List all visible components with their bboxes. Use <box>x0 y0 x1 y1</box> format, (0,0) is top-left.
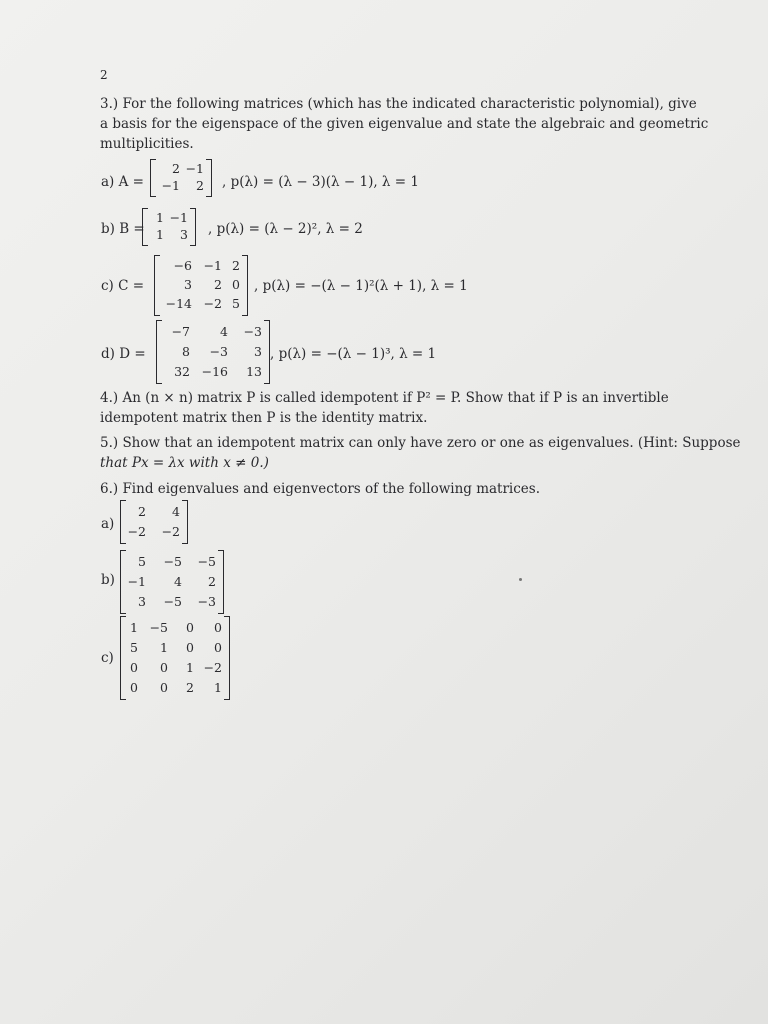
q6b-label: b) <box>101 572 115 588</box>
matrix-cell: 0 <box>214 619 222 635</box>
matrix-cell: −5 <box>149 619 168 635</box>
matrix-cell: 5 <box>130 639 138 655</box>
matrix-cell: 1 <box>130 619 138 635</box>
matrix-cell: −6 <box>173 258 192 274</box>
matrix-cell: 0 <box>160 659 168 675</box>
page-number: 2 <box>100 68 108 82</box>
text-line: 3.) For the following matrices (which has the indicated characteristic polynomial), give <box>100 96 697 112</box>
q3c-polynomial: , p(λ) = −(λ − 1)²(λ + 1), λ = 1 <box>254 278 468 294</box>
matrix-cell: 4 <box>220 323 228 339</box>
text-line: idempotent matrix then P is the identity matrix. <box>100 410 428 426</box>
matrix-cell: 0 <box>186 639 194 655</box>
q3c-label: c) C = <box>101 278 145 294</box>
text-line: that Px = λx with x ≠ 0.) <box>100 455 269 471</box>
matrix-cell: 32 <box>174 363 190 379</box>
matrix-cell: −1 <box>203 258 222 274</box>
matrix-cell: 1 <box>156 227 164 243</box>
matrix-cell: 0 <box>214 639 222 655</box>
matrix-cell: −16 <box>201 363 228 379</box>
matrix-cell: 0 <box>232 277 240 293</box>
question-4-text <box>100 388 706 428</box>
text-line: multiplicities. <box>100 136 194 152</box>
matrix-cell: 5 <box>232 296 240 312</box>
q3d-polynomial: , p(λ) = −(λ − 1)³, λ = 1 <box>270 346 437 362</box>
matrix-cell: 0 <box>130 679 138 695</box>
q3a-matrix <box>150 161 212 195</box>
q3c-matrix <box>154 257 248 314</box>
matrix-cell: −1 <box>185 161 204 177</box>
matrix-cell: 3 <box>184 277 192 293</box>
matrix-cell: 4 <box>174 573 182 589</box>
matrix-cell: 1 <box>186 659 194 675</box>
matrix-cell: 2 <box>214 277 222 293</box>
matrix-cell: 1 <box>160 639 168 655</box>
matrix-cell: 3 <box>138 593 146 609</box>
matrix-cell: −2 <box>127 523 146 539</box>
matrix-cell: −5 <box>163 553 182 569</box>
matrix-cell: 2 <box>172 161 180 177</box>
matrix-cell: 1 <box>214 679 222 695</box>
matrix-cell: −1 <box>127 573 146 589</box>
matrix-cell: 0 <box>130 659 138 675</box>
matrix-cell: −5 <box>197 553 216 569</box>
matrix-cell: −1 <box>161 178 180 194</box>
q3b-label: b) B = <box>101 221 145 237</box>
text-line: 5.) Show that an idempotent matrix can only have zero or one as eigenvalues. (Hint: Suppose <box>100 435 741 451</box>
matrix-cell: −14 <box>165 296 192 312</box>
matrix-cell: 13 <box>246 363 262 379</box>
matrix-cell: 5 <box>138 553 146 569</box>
matrix-cell: −2 <box>203 659 222 675</box>
matrix-cell: −3 <box>243 323 262 339</box>
matrix-cell: −2 <box>161 523 180 539</box>
question-5-text <box>100 433 741 473</box>
matrix-cell: −1 <box>169 210 188 226</box>
q6b-matrix <box>120 552 224 612</box>
q6a-label: a) <box>101 516 115 532</box>
q3a-label: a) A = <box>101 174 144 190</box>
matrix-cell: 0 <box>186 619 194 635</box>
matrix-cell: 2 <box>196 178 204 194</box>
matrix-cell: 2 <box>138 503 146 519</box>
matrix-cell: −2 <box>203 296 222 312</box>
question-6-heading: 6.) Find eigenvalues and eigenvectors of the following matrices. <box>100 481 541 497</box>
matrix-cell: 2 <box>208 573 216 589</box>
q6c-matrix <box>120 618 230 698</box>
matrix-cell: 2 <box>232 258 240 274</box>
matrix-cell: −3 <box>209 343 228 359</box>
paper-speck <box>519 578 522 581</box>
matrix-cell: −7 <box>171 323 190 339</box>
matrix-cell: 3 <box>180 227 188 243</box>
matrix-cell: −5 <box>163 593 182 609</box>
q3d-matrix <box>156 322 270 382</box>
q3b-polynomial: , p(λ) = (λ − 2)², λ = 2 <box>208 221 363 237</box>
matrix-cell: 1 <box>156 210 164 226</box>
matrix-cell: 8 <box>182 343 190 359</box>
matrix-cell: 0 <box>160 679 168 695</box>
q6c-label: c) <box>101 650 114 666</box>
q3d-label: d) D = <box>101 346 146 362</box>
matrix-cell: 4 <box>172 503 180 519</box>
q3a-polynomial: , p(λ) = (λ − 3)(λ − 1), λ = 1 <box>222 174 419 190</box>
text-line: 4.) An (n × n) matrix P is called idempotent if P² = P. Show that if P is an invertible <box>100 390 669 406</box>
q3b-matrix <box>142 210 196 244</box>
matrix-cell: −3 <box>197 593 216 609</box>
matrix-cell: 3 <box>254 343 262 359</box>
text-line: a basis for the eigenspace of the given eigenvalue and state the algebraic and geometric <box>100 116 709 132</box>
matrix-cell: 2 <box>186 679 194 695</box>
question-3-text <box>100 94 709 154</box>
q6a-matrix <box>120 502 188 542</box>
